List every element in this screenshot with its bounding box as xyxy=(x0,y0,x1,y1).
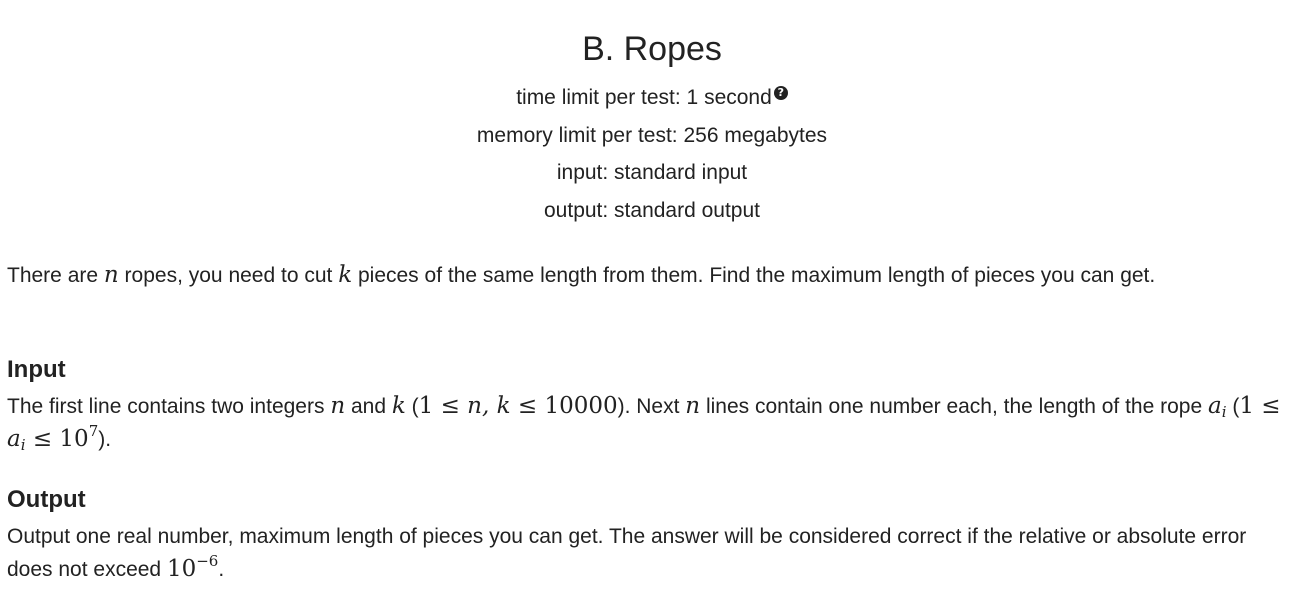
output-text: . xyxy=(218,558,225,581)
question-circle-icon[interactable]: ? xyxy=(774,86,788,100)
input-text: ). xyxy=(98,428,112,451)
input-text: The first line contains two integers xyxy=(7,395,331,418)
problem-title: B. Ropes xyxy=(582,30,722,68)
input-source: input: standard input xyxy=(556,161,748,184)
input-text: ). Next xyxy=(617,395,686,418)
time-limit: time limit per test: 1 second xyxy=(516,86,772,109)
output-text: Output one real number, maximum length of pieces you can get. The answer will be considered correct if the relative or absolute error does not exceed xyxy=(7,525,1247,581)
time-limit-row xyxy=(0,79,1304,117)
math-k: k xyxy=(391,393,406,419)
problem-statement xyxy=(7,259,1297,292)
input-text: and xyxy=(345,395,392,418)
statement-text: pieces of the same length from them. Find the maximum length of pieces you can get. xyxy=(352,264,1156,287)
statement-text: There are xyxy=(7,264,104,287)
math-a-i: $a_i$ xyxy=(1207,393,1227,421)
input-section-title: Input xyxy=(7,356,66,383)
output-target: output: standard output xyxy=(544,198,760,222)
memory-limit: memory limit per test: 256 megabytes xyxy=(476,123,828,147)
output-section-title: Output xyxy=(7,486,86,513)
math-epsilon: $10^{-6}$ xyxy=(166,552,219,582)
input-section-text xyxy=(7,390,1297,456)
math-k: k xyxy=(338,262,353,288)
input-text: lines contain one number each, the length of the rope xyxy=(700,395,1208,418)
input-text: ( xyxy=(405,395,419,418)
math-n: n xyxy=(330,393,346,419)
problem-limits xyxy=(0,79,1304,229)
statement-text: ropes, you need to cut xyxy=(118,264,339,287)
problem-header xyxy=(0,0,1304,229)
math-n: n xyxy=(103,262,119,288)
output-section-text xyxy=(7,520,1297,586)
input-text: ( xyxy=(1226,395,1240,418)
math-constraint-nk: 1 ≤ n, k ≤ 10000 xyxy=(418,393,618,419)
math-n: n xyxy=(685,393,701,419)
math-constraint-a: $1 \le a_i \le 10^7$ xyxy=(7,393,1281,454)
